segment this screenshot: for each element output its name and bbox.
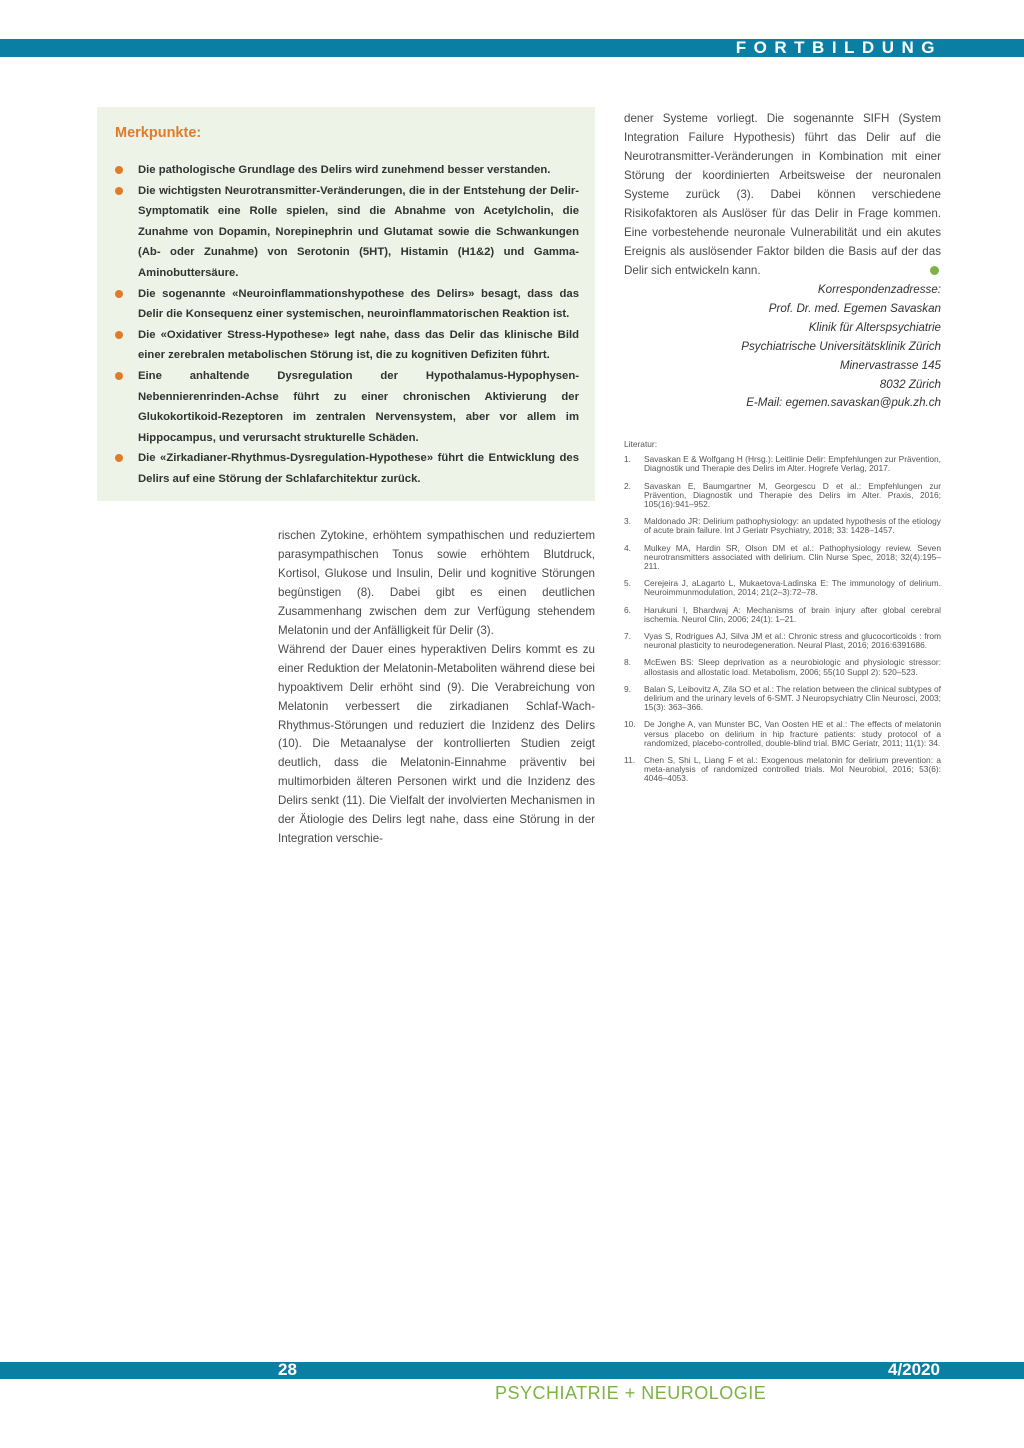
correspondence-email: E-Mail: egemen.savaskan@puk.zh.ch <box>746 396 941 410</box>
bullet-icon <box>115 290 123 298</box>
body-paragraph: rischen Zytokine, erhöhtem sympathischen und reduziertem parasympathischen Tonus sowie erhöhtem Blutdruck, Kortisol, Glukose und Insulin, Delir und kognitive Störungen begünstigen (8). Dabei gibt es einen deutlichen Zusammenhang zwischen dem zur Verfügung stehendem Melatonin und der Anfälligkeit für Delir (3). <box>278 529 595 637</box>
merkpunkt-item: Die sogenannte «Neuroinflammationshypothese des Delirs» besagt, dass das Delir die Konsequenz einer systemischen, neuroinflammatorischen Reaktion ist. <box>115 284 579 325</box>
issue-number: 4/2020 <box>888 1360 940 1379</box>
correspondence-block <box>741 281 941 413</box>
correspondence-hospital: Psychiatrische Universitätsklinik Zürich <box>741 339 941 353</box>
bullet-icon <box>115 166 123 174</box>
body-paragraph: dener Systeme vorliegt. Die sogenannte SIFH (System Integration Failure Hypothesis) führt das Delir auf die Neurotransmitter-Veränderungen in Kombination mit einer Störung der koordinierten Arbeitsweise der neuronalen Systeme zurück (3). Dabei können verschiedene Risikofaktoren als Auslöser für das Delir in Frage kommen. Eine vorbestehende neuronale Vulnerabilität und ein akutes Ereignis als auslösender Faktor bilden die Basis auf der das Delir sich entwickeln kann. <box>624 112 941 277</box>
reference-item: 5. Cerejeira J, aLagarto L, Mukaetova-Ladinska E: The immunology of delirium. Neuroimmunmodulation, 2014; 21(2–3):72–78. <box>624 578 941 598</box>
literature-title: Literatur: <box>624 439 658 449</box>
footer-bar <box>0 1362 1024 1379</box>
merkpunkt-item: Die pathologische Grundlage des Delirs wird zunehmend besser verstanden. <box>115 160 579 181</box>
header-bar <box>0 39 1024 57</box>
reference-item: 6. Harukuni I, Bhardwaj A: Mechanisms of brain injury after global cerebral ischemia. Neurol Clin, 2006; 24(1): 1–21. <box>624 604 941 624</box>
correspondence-name: Prof. Dr. med. Egemen Savaskan <box>768 301 941 315</box>
body-column-right <box>624 109 941 280</box>
literature-list <box>624 440 941 792</box>
merkpunkte-title: Merkpunkte: <box>115 125 202 141</box>
merkpunkt-item: Die «Zirkadianer-Rhythmus-Dysregulation-Hypothese» führt die Entwicklung des Delirs auf eine Störung der Schlafarchitektur zurück. <box>115 448 579 489</box>
end-of-article-icon <box>930 266 939 275</box>
reference-item: 11. Chen S, Shi L, Liang F et al.: Exogenous melatonin for delirium prevention: a meta-analysis of randomized controlled trials. Mol Neurobiol, 2016; 53(6): 4046–4053. <box>624 755 941 784</box>
reference-item: 1. Savaskan E & Wolfgang H (Hrsg.): Leitlinie Delir: Empfehlungen zur Prävention, Diagnostik und Therapie des Delirs im Alter. Hogrefe Verlag, 2017. <box>624 454 941 474</box>
journal-name: PSYCHIATRIE + NEUROLOGIE <box>495 1383 767 1403</box>
correspondence-heading: Korrespondenzadresse: <box>817 283 941 296</box>
bullet-icon <box>115 372 123 380</box>
correspondence-street: Minervastrasse 145 <box>839 358 941 372</box>
merkpunkte-list <box>115 160 579 490</box>
merkpunkt-item: Die «Oxidativer Stress-Hypothese» legt nahe, dass das Delir das klinische Bild einer zerebralen metabolischen Störung ist, die zu kognitiven Defiziten führt. <box>115 325 579 366</box>
body-column-left <box>278 527 595 849</box>
reference-item: 10. De Jonghe A, van Munster BC, Van Oosten HE et al.: The effects of melatonin versus placebo on delirium in hip fracture patients: study protocol of a randomized, placebo-controlled, double-blind trial. BMC Geriatr, 2011; 11(1): 34. <box>624 719 941 748</box>
reference-item: 9. Balan S, Leibovitz A, Zila SO et al.: The relation between the clinical subtypes of delirium and the urinary levels of 6-SMT. J Neuropsychiatry Clin Neurosci, 2003; 15(3): 363–366. <box>624 683 941 713</box>
correspondence-clinic: Klinik für Alterspsychiatrie <box>808 320 941 334</box>
merkpunkt-item: Die wichtigsten Neurotransmitter-Veränderungen, die in der Entstehung der Delir-Symptomatik eine Rolle spielen, sind die Abnahme von Acetylcholin, die Zunahme von Dopamin, Norepinephrin und Glutamat sowie die Schwankungen (Ab- oder Zunahme) von Serotonin (5HT), Histamin (H1&2) und Gamma-Aminobuttersäure. <box>115 181 579 284</box>
body-paragraph: Während der Dauer eines hyperaktiven Delirs kommt es zu einer Reduktion der Melatonin-Metaboliten während diese bei hypoaktivem Delir erhöht sind (9). Die Verabreichung von Melatonin verbessert die zirkadianen Schlaf-Wach-Rhythmus-Störungen und reduziert die Inzidenz des Delirs (10). Die Metaanalyse der kontrollierten Studien zeigt deutlich, dass die Melatonin-Einnahme präventiv bei multimorbiden älteren Personen wirkt und die Inzidenz des Delirs senkt (11). Die Vielfalt der involvierten Mechanismen in der Ätiologie des Delirs legt nahe, dass eine Störung in der Integration verschie- <box>278 642 595 846</box>
reference-item: 4. Mulkey MA, Hardin SR, Olson DM et al.: Pathophysiology review. Seven neurotransmitters associated with delirium. Clin Nurse Spec, 2018; 32(4):195–211. <box>624 542 941 572</box>
bullet-icon <box>115 331 123 339</box>
correspondence-city: 8032 Zürich <box>879 377 941 391</box>
reference-item: 2. Savaskan E, Baumgartner M, Georgescu D et al.: Empfehlungen zur Prävention, Diagnostik und Therapie des Delirs im Alter. Praxis, 2016; 105(16):941–952. <box>624 480 941 510</box>
reference-item: 3. Maldonado JR: Delirium pathophysiology: an updated hypothesis of the etiology of acute brain failure. Int J Geriatr Psychiatry, 2018; 33: 1428–1457. <box>624 516 941 536</box>
bullet-icon <box>115 454 123 462</box>
section-label: FORTBILDUNG <box>735 38 942 57</box>
merkpunkte-box <box>97 107 595 501</box>
bullet-icon <box>115 187 123 195</box>
page-number: 28 <box>278 1360 297 1379</box>
reference-item: 8. McEwen BS: Sleep deprivation as a neurobiologic and physiologic stressor: allostasis and allostatic load. Metabolism, 2006; 55(10 Suppl 2): 520–523. <box>624 657 941 677</box>
merkpunkt-item: Eine anhaltende Dysregulation der Hypothalamus-Hypophysen-Nebennierenrinden-Achse führt zu einer chronischen Aktivierung der Glukokortikoid-Rezeptoren im zentralen Nervensystem, aber vor allem im Hippocampus, und verursacht strukturelle Schäden. <box>115 366 579 448</box>
reference-item: 7. Vyas S, Rodrigues AJ, Silva JM et al.: Chronic stress and glucocorticoids : from neuronal plasticity to neurodegeneration. Neural Plast, 2016; 2016:6391686. <box>624 631 941 651</box>
